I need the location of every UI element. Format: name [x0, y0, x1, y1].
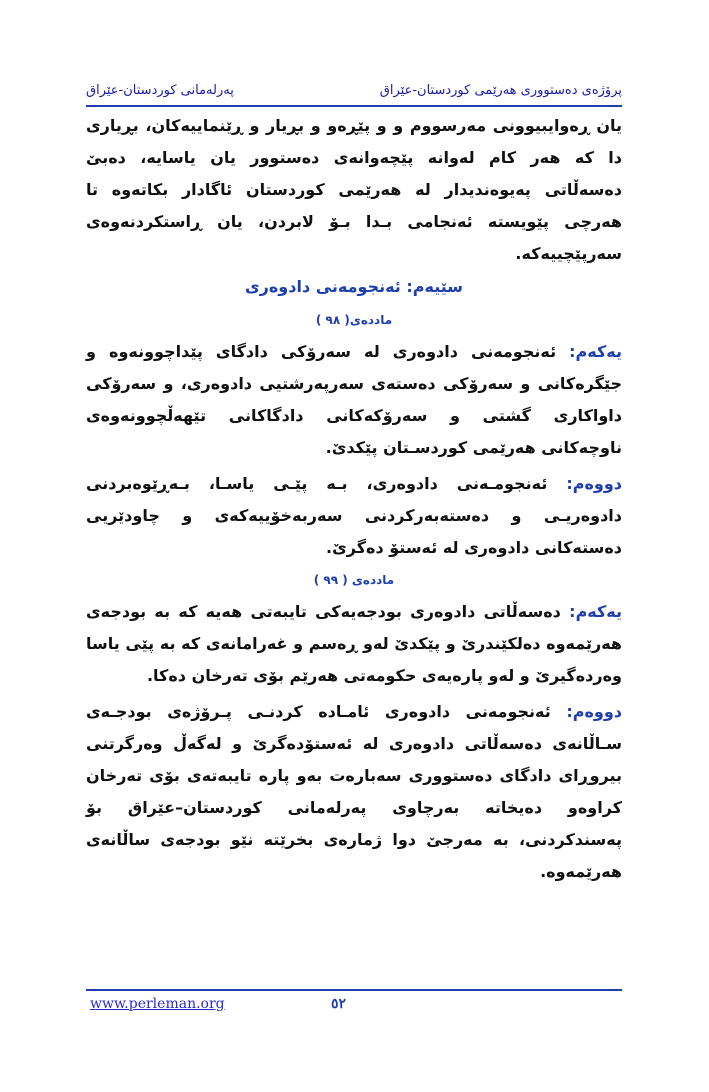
clause-label: یەکەم: [569, 342, 622, 361]
clause-text: دەسەڵاتی دادوەری بودجەیەکی تایبەتی هەیە کە بە بودجەی هەرێمەوە دەلکێندرێ و پێکدێ لەو ڕەسم و غەرامانەی کە بە پێی یاسا وەردەگیرێ و لەو پارەیەی حکومەتی هەرێم بۆی تەرخان دەکا. [86, 602, 622, 685]
clause-text: ئەنجومەنی دادوەری ئامـادە کردنـی پـرۆژەی بودجـەی سـاڵانەی دەسەڵاتی دادوەری لە ئەستۆدەگرێ و لەگەڵ وەرگرتنی بیروڕای دادگای دەستووری سەبارەت بەو پارە تایبەتەی بۆی تەرخان کراوەو دەیخاتە بەرچاوی پەرلەمانی کوردستان–عێراق بۆ پەسندکردنی، بە مەرجێ دوا ژمارەی بخرێتە نێو بودجەی ساڵانەی هەرێمەوە. [86, 702, 622, 881]
page-number: ٥٢ [331, 996, 347, 1012]
article-98-clause-2 [86, 468, 622, 564]
clause-text: ئەنجومەنی دادوەری لە سەرۆکی دادگای پێداچوونەوە و جێگرەکانی و سەرۆکی دەستەی سەرپەرشتیی دادوەری، و سەرۆکی داواکاری گشتی و سەرۆکەکانی دادگاکانی تێهەڵچوونەوەی ناوچەکانی هەرێمی کوردسـتان پێکدێ. [86, 342, 622, 457]
footer-rule [86, 989, 622, 991]
article-99-clause-2 [86, 696, 622, 888]
article-99-title: ماددەی ( ٩٩ ) [313, 573, 395, 587]
clause-text: ئەنجومـەنی دادوەری، بـە پێـی یاسـا، بـەڕێوەبردنی دادوەریـی و دەستەبەرکردنی سەربەخۆییەکەی و چاودێریی دەستەکانی دادوەری لە ئەستۆ دەگرێ. [86, 474, 622, 557]
page-footer [86, 994, 622, 1016]
section-title: سێیەم: ئەنجومەنی دادوەری [244, 277, 464, 296]
article-99-clause-1 [86, 596, 622, 692]
header-parliament-name: پەرلەمانی کوردستان-عێراق [86, 82, 234, 98]
header-document-title: پرۆژەی دەستووری هەرێمی کوردستان-عێراق [379, 82, 622, 98]
clause-label: دووەم: [566, 474, 622, 493]
article-98-title: ماددەی( ٩٨ ) [315, 313, 393, 327]
website-link[interactable]: www.perleman.org [90, 996, 225, 1012]
document-body [86, 110, 622, 888]
page-header [86, 78, 622, 102]
article-98-clause-1 [86, 336, 622, 464]
clause-label: دووەم: [566, 702, 622, 721]
clause-label: یەکەم: [569, 602, 623, 621]
header-rule [86, 105, 622, 107]
intro-paragraph: یان ڕەوایبیوونی مەرسووم و و پێڕەو و بڕیار و ڕێنماییەکان، بڕیاری دا کە هەر کام لەوانە پێچەوانەی دەستوور یان یاسایە، دەبێ دەسەڵاتی پەیوەندیدار لە هەرێمی کوردستان ئاگادار بکاتەوە تا هەرچی پێویستە ئەنجامی بـدا بـۆ لابردن، یان ڕاستکردنەوەی سەرپێچییەکە. [86, 116, 622, 263]
